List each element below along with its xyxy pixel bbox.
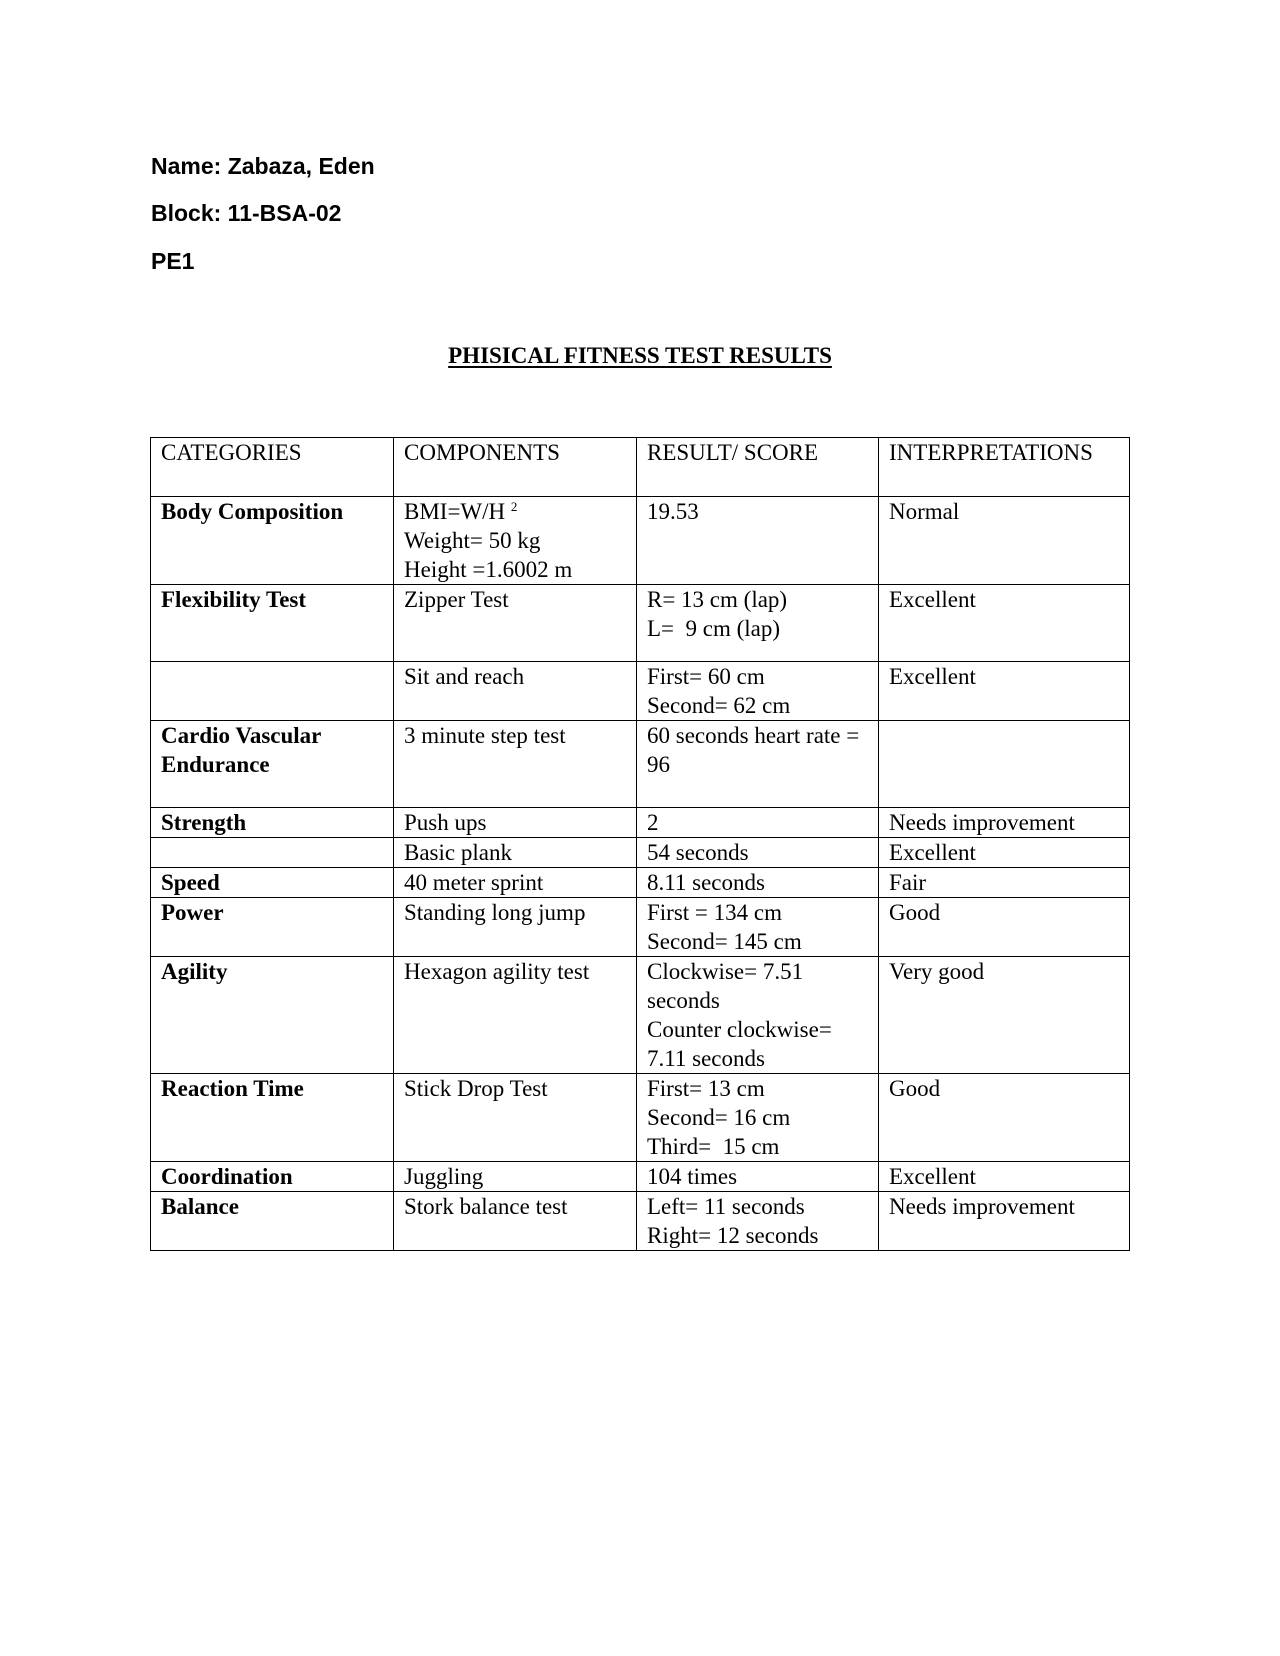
student-block: Block: 11-BSA-02 bbox=[151, 200, 342, 226]
category-cell bbox=[151, 662, 394, 721]
interpretation-cell: Needs improvement bbox=[879, 808, 1130, 838]
document-title bbox=[0, 342, 1280, 370]
category-cell: Power bbox=[151, 898, 394, 957]
column-header-components: COMPONENTS bbox=[394, 438, 637, 497]
result-cell: 54 seconds bbox=[637, 838, 879, 868]
category-cell: Cardio Vascular Endurance bbox=[151, 721, 394, 808]
table-row bbox=[151, 497, 1130, 585]
result-cell: 2 bbox=[637, 808, 879, 838]
category-cell: Coordination bbox=[151, 1162, 394, 1192]
interpretation-cell bbox=[879, 721, 1130, 808]
component-cell: Push ups bbox=[394, 808, 637, 838]
interpretation-cell: Very good bbox=[879, 957, 1130, 1074]
category-cell: Agility bbox=[151, 957, 394, 1074]
table-row bbox=[151, 662, 1130, 721]
category-cell: Speed bbox=[151, 868, 394, 898]
height-value: Height =1.6002 m bbox=[404, 557, 573, 582]
result-cell: First= 60 cm Second= 62 cm bbox=[637, 662, 879, 721]
table-row bbox=[151, 1192, 1130, 1251]
category-cell: Balance bbox=[151, 1192, 394, 1251]
interpretation-cell: Excellent bbox=[879, 838, 1130, 868]
component-cell: Stork balance test bbox=[394, 1192, 637, 1251]
student-name: Name: Zabaza, Eden bbox=[151, 153, 375, 179]
component-cell bbox=[394, 497, 637, 585]
result-cell: 19.53 bbox=[637, 497, 879, 585]
interpretation-cell: Needs improvement bbox=[879, 1192, 1130, 1251]
table-row bbox=[151, 898, 1130, 957]
category-cell bbox=[151, 838, 394, 868]
column-header-interpretations: INTERPRETATIONS bbox=[879, 438, 1130, 497]
result-cell: 8.11 seconds bbox=[637, 868, 879, 898]
result-cell: 60 seconds heart rate = 96 bbox=[637, 721, 879, 808]
table-header-row bbox=[151, 438, 1130, 497]
interpretation-cell: Excellent bbox=[879, 662, 1130, 721]
table-row bbox=[151, 1162, 1130, 1192]
result-cell: First= 13 cm Second= 16 cm Third= 15 cm bbox=[637, 1074, 879, 1162]
subject-code: PE1 bbox=[151, 248, 195, 274]
result-cell: R= 13 cm (lap) L= 9 cm (lap) bbox=[637, 585, 879, 662]
component-cell: Basic plank bbox=[394, 838, 637, 868]
interpretation-cell: Good bbox=[879, 898, 1130, 957]
component-cell: Standing long jump bbox=[394, 898, 637, 957]
bmi-exponent: 2 bbox=[510, 499, 518, 514]
interpretation-cell: Normal bbox=[879, 497, 1130, 585]
table-row bbox=[151, 838, 1130, 868]
interpretation-cell: Fair bbox=[879, 868, 1130, 898]
result-cell: Clockwise= 7.51 seconds Counter clockwise= 7.11 seconds bbox=[637, 957, 879, 1074]
component-cell: Zipper Test bbox=[394, 585, 637, 662]
component-cell: 3 minute step test bbox=[394, 721, 637, 808]
interpretation-cell: Excellent bbox=[879, 585, 1130, 662]
table-row bbox=[151, 808, 1130, 838]
bmi-formula: BMI=W/H bbox=[404, 499, 506, 524]
table-row bbox=[151, 957, 1130, 1074]
weight-value: Weight= 50 kg bbox=[404, 528, 541, 553]
result-cell: First = 134 cm Second= 145 cm bbox=[637, 898, 879, 957]
result-cell: 104 times bbox=[637, 1162, 879, 1192]
category-cell: Body Composition bbox=[151, 497, 394, 585]
component-cell: Sit and reach bbox=[394, 662, 637, 721]
category-cell: Flexibility Test bbox=[151, 585, 394, 662]
category-cell: Reaction Time bbox=[151, 1074, 394, 1162]
interpretation-cell: Good bbox=[879, 1074, 1130, 1162]
column-header-result-score: RESULT/ SCORE bbox=[637, 438, 879, 497]
interpretation-cell: Excellent bbox=[879, 1162, 1130, 1192]
table-row bbox=[151, 868, 1130, 898]
table-row bbox=[151, 721, 1130, 808]
component-cell: Stick Drop Test bbox=[394, 1074, 637, 1162]
category-cell: Strength bbox=[151, 808, 394, 838]
component-cell: Hexagon agility test bbox=[394, 957, 637, 1074]
fitness-results-table bbox=[150, 437, 1130, 1251]
component-cell: 40 meter sprint bbox=[394, 868, 637, 898]
table-row bbox=[151, 1074, 1130, 1162]
component-cell: Juggling bbox=[394, 1162, 637, 1192]
result-cell: Left= 11 seconds Right= 12 seconds bbox=[637, 1192, 879, 1251]
column-header-categories: CATEGORIES bbox=[151, 438, 394, 497]
document-title-text: PHISICAL FITNESS TEST RESULTS bbox=[448, 343, 832, 368]
table-row bbox=[151, 585, 1130, 662]
